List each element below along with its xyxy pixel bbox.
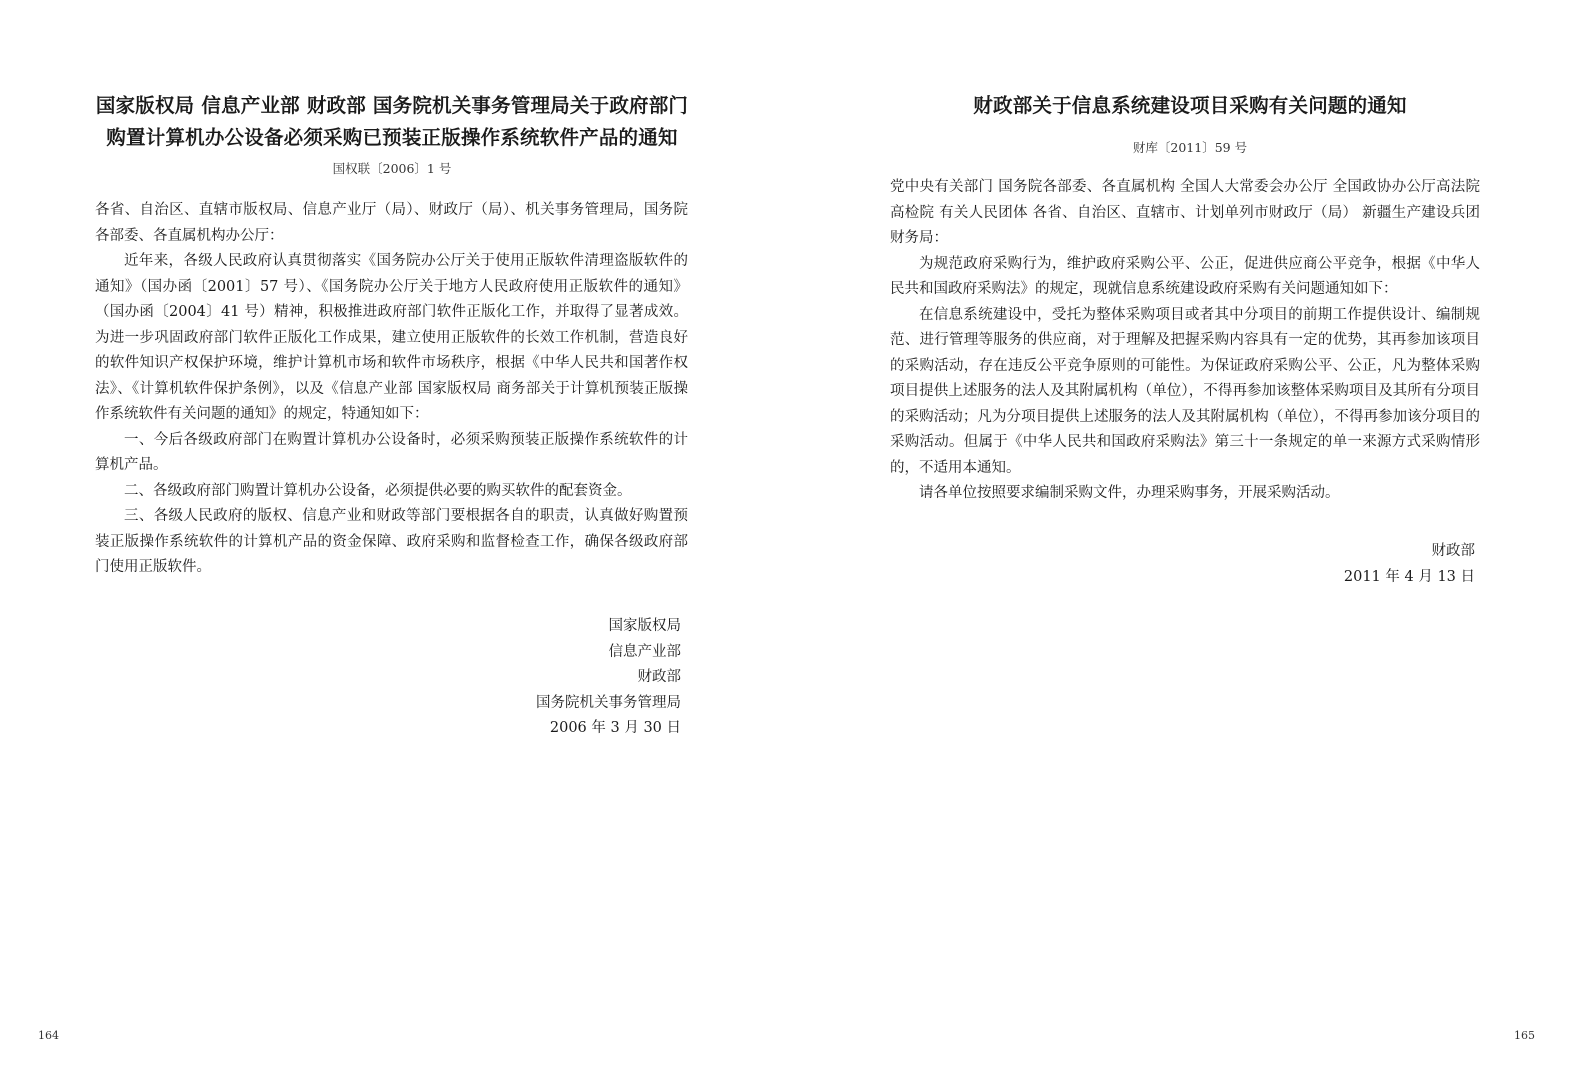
left-signatory-1: 国家版权局 — [608, 618, 681, 634]
right-date: 2011 年 4 月 13 日 — [1343, 568, 1475, 585]
right-notice-title: 财政部关于信息系统建设项目采购有关问题的通知 — [973, 94, 1407, 117]
right-paragraph-1: 为规范政府采购行为，维护政府采购公平、公正，促进供应商公平竞争，根据《中华人民共和国政府采购法》的规定，现就信息系统建设政府采购有关问题通知如下： — [890, 255, 1480, 297]
left-title-line-1: 国家版权局 信息产业部 财政部 国务院机关事务管理局关于政府部门 — [95, 94, 689, 117]
left-paragraph-1: 近年来，各级人民政府认真贯彻落实《国务院办公厅关于使用正版软件清理盗版软件的通知》（国办函〔2001〕57 号）、《国务院办公厅关于地方人民政府使用正版软件的通知》（国办函〔2004〕41 号）精神，积极推进政府部门软件正版化工作，并取得了显著成效。为进一步巩固政府部门软件正版化工作成果，建立使用正版软件的长效工作机制，营造良好的软件知识产权保护环境，维护计算机市场和软件市场秩序，根据《中华人民共和国著作权法》、《计算机软件保护条例》，以及《信息产业部 国家版权局 商务部关于计算机预装正版操作系统软件有关问题的通知》的规定，特通知如下： — [95, 253, 688, 422]
right-doc-number: 财库〔2011〕59 号 — [1132, 140, 1248, 155]
right-paragraph-3: 请各单位按照要求编制采购文件，办理采购事务，开展采购活动。 — [919, 485, 1340, 501]
left-paragraph-2: 一、今后各级政府部门在购置计算机办公设备时，必须采购预装正版操作系统软件的计算机产品。 — [95, 431, 688, 473]
left-signatory-2: 信息产业部 — [608, 643, 681, 660]
left-signature-block — [536, 614, 681, 742]
left-page-number: 164 — [38, 1029, 59, 1042]
left-addressee: 各省、自治区、直辖市版权局、信息产业厅（局）、财政厅（局）、机关事务管理局，国务院各部委、各直属机构办公厅： — [95, 202, 688, 244]
left-signatory-3: 财政部 — [637, 669, 681, 685]
left-doc-number: 国权联〔2006〕1 号 — [332, 161, 452, 176]
right-addressee: 党中央有关部门 国务院各部委、各直属机构 全国人大常委会办公厅 全国政协办公厅高法院 高检院 有关人民团体 各省、自治区、直辖市、计划单列市财政厅（局） 新疆生产建设兵团财务局： — [890, 179, 1480, 246]
right-paragraph-2: 在信息系统建设中，受托为整体采购项目或者其中分项目的前期工作提供设计、编制规范、进行管理等服务的供应商，对于理解及把握采购内容具有一定的优势，其再参加该项目的采购活动，存在违反公平竞争原则的可能性。为保证政府采购公平、公正，凡为整体采购项目提供上述服务的法人及其附属机构（单位），不得再参加该整体采购项目及其所有分项目的采购活动；凡为分项目提供上述服务的法人及其附属机构（单位），不得再参加该分项目的采购活动。但属于《中华人民共和国政府采购法》第三十一条规定的单一来源方式采购情形的，不适用本通知。 — [890, 306, 1480, 476]
left-paragraph-4: 三、各级人民政府的版权、信息产业和财政等部门要根据各自的职责，认真做好购置预装正版操作系统软件的计算机产品的资金保障、政府采购和监督检查工作，确保各级政府部门使用正版软件。 — [95, 508, 688, 575]
left-paragraph-3: 二、各级政府部门购置计算机办公设备，必须提供必要的购买软件的配套资金。 — [124, 482, 632, 499]
right-signatory: 财政部 — [1431, 543, 1475, 559]
right-signature-block — [1344, 539, 1475, 590]
left-body — [95, 198, 688, 581]
left-signatory-4: 国务院机关事务管理局 — [536, 694, 681, 711]
right-page-number: 165 — [1514, 1029, 1535, 1042]
left-title-line-2: 购置计算机办公设备必须采购已预装正版操作系统软件产品的通知 — [106, 126, 678, 149]
right-page — [794, 0, 1587, 1077]
right-body — [890, 175, 1480, 507]
left-page — [0, 0, 793, 1077]
left-date: 2006 年 3 月 30 日 — [549, 720, 681, 736]
left-notice-title — [88, 90, 696, 154]
